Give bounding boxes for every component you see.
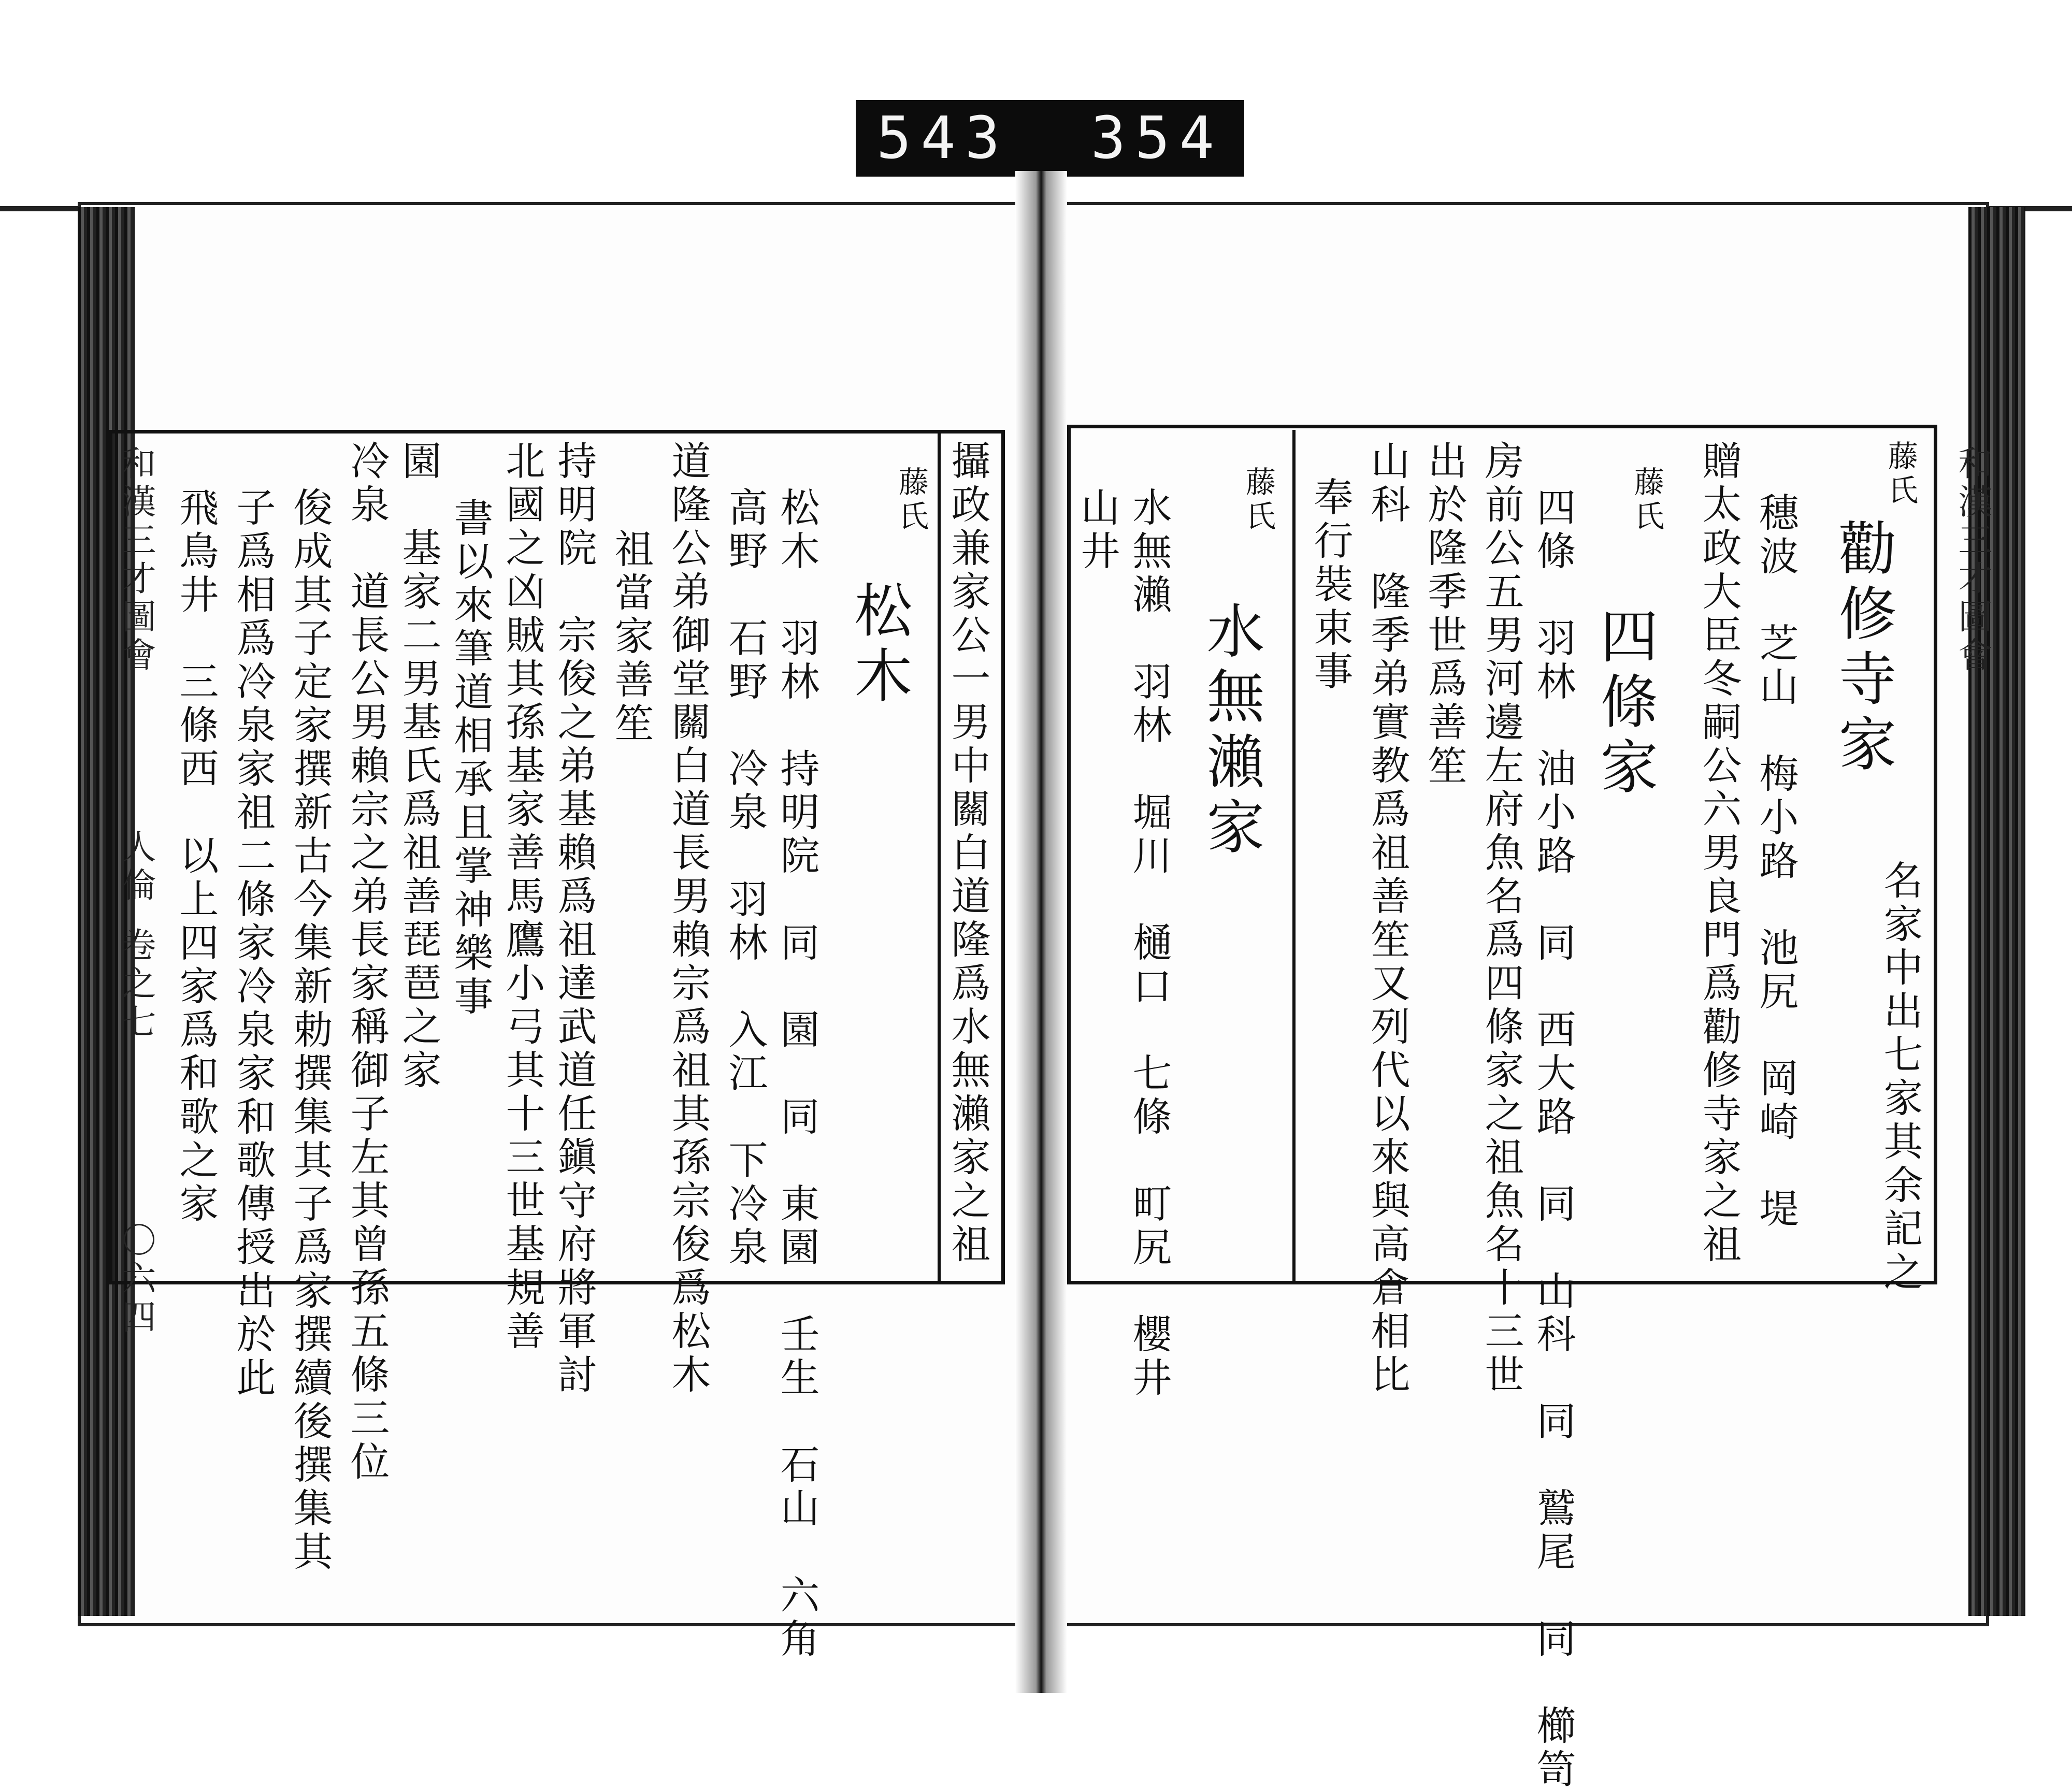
right-section-3-line-1: 水無瀨 羽林 堀川 樋口 七條 町尻 櫻井 (1126, 487, 1172, 1400)
right-section-2-line-4: 山科 隆季弟實教爲祖善笙又列代以來與高倉相比 (1364, 440, 1411, 1397)
right-divider (1292, 430, 1296, 1284)
right-section-3-line-2: 山井 (1074, 487, 1120, 574)
left-section-1-line-3: 道隆公弟御堂關白道長男賴宗爲祖其孫宗俊爲松木 (665, 440, 711, 1397)
right-section-2-line-3: 出於隆季世爲善笙 (1421, 440, 1467, 788)
left-section-1-line-12: 飛鳥井 三條西 以上四家爲和歌之家 (173, 487, 219, 1226)
label-number-left: 543 (876, 105, 1010, 172)
right-section-1-line-2: 贈太政大臣冬嗣公六男良門爲勸修寺家之祖 (1696, 440, 1742, 1267)
left-margin-page-number: 〇六四 (116, 1222, 156, 1337)
right-section-1-line-1: 名家中出七家其余記之 (1877, 860, 1923, 1295)
right-section-2-line-1: 四條 羽林 油小路 同 西大路 同 山科 同 鷲尾 同 櫛笥 (1530, 487, 1576, 1792)
right-section-2-title: 四條家 (1591, 606, 1658, 802)
left-section-1-title: 松木 (845, 580, 912, 711)
right-section-3-clan: 藤氏 (1241, 466, 1276, 534)
left-section-1-clan: 藤氏 (894, 466, 929, 534)
right-section-1-clan: 藤氏 (1883, 440, 1918, 509)
left-margin-section: 人倫 (116, 829, 156, 905)
catalog-label-plate (856, 100, 1244, 177)
right-page-edge (1968, 207, 2025, 1616)
left-section-1-line-4: 祖當家善笙 (608, 528, 654, 746)
left-divider (938, 430, 941, 1284)
right-section-2-line-5: 奉行裝束事 (1307, 476, 1354, 694)
left-margin-book-title: 和漢三才圖會 (116, 445, 156, 675)
left-section-1-line-5: 持明院 宗俊之弟基賴爲祖達武道任鎭守府將軍討 (551, 440, 597, 1397)
left-header-line: 攝政兼家公一男中關白道隆爲水無瀨家之祖 (945, 440, 991, 1267)
right-section-2-line-2: 房前公五男河邊左府魚名爲四條家之祖魚名十三世 (1478, 440, 1524, 1397)
left-section-1-line-6: 北國之凶賊其孫基家善馬鷹小弓其十三世基規善 (499, 440, 545, 1354)
right-section-1-title: 勸修寺家 (1829, 518, 1896, 779)
left-section-1-line-1: 松木 羽林 持明院 同 園 同 東園 壬生 石山 六角 (774, 487, 820, 1661)
right-section-3-title: 水無瀨家 (1197, 601, 1264, 862)
left-section-1-line-10: 俊成其子定家撰新古今集新勅撰集其子爲家撰續後撰集其 (287, 487, 333, 1574)
left-section-1-line-11: 子爲相爲冷泉家祖二條家冷泉家和歌傳授出於此 (230, 487, 276, 1400)
label-number-right: 354 (1090, 105, 1224, 172)
left-section-1-line-7: 書以來筆道相承且掌神樂事 (448, 497, 494, 1019)
left-section-1-line-2: 高野 石野 冷泉 羽林 入江 下冷泉 (722, 487, 768, 1270)
left-section-1-line-8: 園 基家二男基氏爲祖善琵琶之家 (396, 440, 442, 1093)
right-section-1-line-3: 穗波 芝山 梅小路 池尻 岡崎 堤 (1753, 492, 1799, 1232)
right-section-2-clan: 藤氏 (1629, 466, 1664, 534)
right-header-corner: 和漢三才圖會 (1952, 445, 1992, 675)
book-spine (1015, 171, 1067, 1693)
left-margin-volume: 卷之七 (116, 927, 156, 1042)
left-section-1-line-9: 冷泉 道長公男賴宗之弟長家稱御子左其曾孫五條三位 (344, 440, 390, 1484)
